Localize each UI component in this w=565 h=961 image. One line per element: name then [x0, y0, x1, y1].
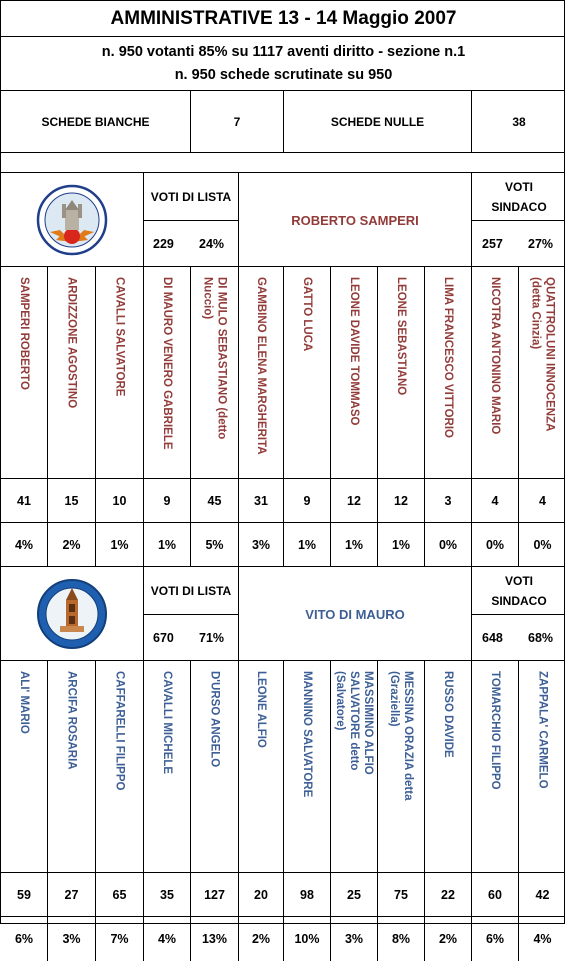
councillor-percent: 2% [438, 932, 458, 946]
councillor-name-cell [144, 661, 191, 872]
councillor-percent-cell [191, 523, 239, 567]
councillor-votes-cell [425, 479, 472, 522]
councillor-votes: 15 [64, 493, 79, 508]
councillor-percent: 0% [533, 538, 552, 552]
list-votes-percent: 24% [199, 237, 225, 251]
councillor-votes-cell [144, 479, 191, 522]
councillor-votes-cell [472, 873, 519, 916]
list-votes-values [144, 615, 238, 661]
councillor-votes: 41 [17, 493, 31, 508]
councillor-name: QUATTROLUNI INNOCENZA (detta Cinzia) [529, 277, 556, 432]
councillor-name: D'URSO ANGELO [208, 671, 221, 768]
councillor-votes: 4 [491, 493, 499, 508]
councillor-votes: 4 [539, 493, 546, 508]
councillor-votes: 75 [394, 887, 408, 902]
turnout-info [1, 37, 565, 91]
councillor-name-cell [519, 267, 565, 478]
councillor-name: MANNINO SALVATORE [301, 671, 313, 798]
councillor-names-row [1, 267, 565, 479]
councillor-name: SAMPERI ROBERTO [18, 277, 30, 390]
councillor-percent: 4% [157, 932, 177, 946]
councillor-name-cell [48, 267, 96, 478]
councillor-name-cell [1, 267, 48, 478]
councillor-votes-cell [331, 873, 378, 916]
councillor-votes: 20 [254, 887, 268, 902]
party-logo [1, 567, 144, 661]
councillor-percent: 3% [62, 932, 81, 946]
councillor-name-cell [472, 267, 519, 478]
church-sun-emblem-icon [36, 184, 108, 256]
list-votes-box [144, 173, 239, 267]
councillor-percent: 3% [344, 932, 364, 946]
list-votes-box [144, 567, 239, 661]
party-header [1, 173, 565, 267]
councillor-votes: 98 [300, 887, 314, 902]
councillor-name: ALI' MARIO [18, 671, 30, 734]
councillor-name-cell [1, 661, 48, 872]
councillor-names-row [1, 661, 565, 873]
mayor-candidate-name: VITO DI MAURO [239, 567, 472, 661]
councillor-votes-cell [378, 479, 425, 522]
councillor-votes: 12 [394, 493, 408, 508]
councillor-name: LEONE ALFIO [255, 671, 267, 748]
councillor-votes-cell [425, 873, 472, 916]
councillor-votes-cell [48, 873, 96, 916]
councillor-name: CAFFARELLI FILIPPO [113, 671, 126, 791]
blank-ballots-label: SCHEDE BIANCHE [1, 91, 191, 152]
councillor-votes-cell [378, 873, 425, 916]
councillor-name: NICOTRA ANTONINO MARIO [489, 277, 501, 435]
mayor-votes-percent: 68% [528, 631, 554, 645]
councillor-name-cell [239, 661, 284, 872]
councillor-percent: 2% [62, 538, 81, 552]
councillor-name: ARCIFA ROSARIA [65, 671, 78, 770]
councillor-name-cell [96, 661, 144, 872]
councillor-name-cell [239, 267, 284, 478]
mayor-votes-label-line2: SINDACO [491, 199, 547, 214]
councillor-name-cell [378, 267, 425, 478]
councillor-name: DI MULO SEBASTIANO (detto Nuccio) [201, 277, 228, 440]
null-ballots-label: SCHEDE NULLE [284, 91, 472, 152]
councillor-votes: 25 [347, 887, 361, 902]
councillor-name: DI MAURO VENERO GABRIELE [161, 277, 173, 450]
councillor-percent: 7% [110, 932, 129, 946]
councillor-name: GATTO LUCA [301, 277, 313, 352]
councillor-percent: 0% [438, 538, 458, 552]
councillor-percent: 13% [201, 932, 228, 946]
councillor-percent: 4% [533, 932, 552, 946]
councillor-percent: 0% [485, 538, 505, 552]
councillor-name-cell [191, 661, 239, 872]
list-votes-percent: 71% [199, 631, 225, 645]
list-votes-label: VOTI DI LISTA [144, 173, 238, 221]
councillor-name-cell [96, 267, 144, 478]
councillor-votes-cell [144, 873, 191, 916]
mayor-candidate-name: ROBERTO SAMPERI [239, 173, 472, 267]
councillor-name-cell [519, 661, 565, 872]
councillor-name: CAVALLI MICHELE [161, 671, 173, 775]
councillor-votes-cell [519, 873, 565, 916]
party-block [1, 567, 565, 961]
councillor-percent: 6% [14, 932, 34, 946]
councillor-percent-cell [96, 523, 144, 567]
councillor-votes: 60 [488, 887, 502, 902]
councillor-votes-cell [96, 873, 144, 916]
tower-emblem-icon [36, 578, 108, 650]
councillor-votes-cell [284, 479, 331, 522]
councillor-percent: 5% [205, 538, 224, 552]
councillor-name: RUSSO DAVIDE [442, 671, 454, 758]
councillor-name-cell [144, 267, 191, 478]
party-logo [1, 173, 144, 267]
councillor-votes: 12 [347, 493, 361, 508]
councillor-name-cell [191, 267, 239, 478]
mayor-votes-box [472, 567, 565, 661]
mayor-votes-values [472, 221, 565, 267]
councillor-percent: 6% [485, 932, 505, 946]
councillor-votes: 9 [303, 493, 311, 508]
mayor-votes-label-line1: VOTI [504, 179, 533, 194]
councillor-name: CAVALLI SALVATORE [113, 277, 126, 397]
councillor-votes-row [1, 479, 565, 523]
councillor-votes-cell [472, 479, 519, 522]
councillor-votes-row [1, 873, 565, 917]
scrutiny-line: n. 950 schede scrutinate su 950 [174, 66, 393, 83]
councillor-percent: 1% [110, 538, 129, 552]
councillor-votes-cell [96, 479, 144, 522]
councillor-votes-cell [1, 479, 48, 522]
councillor-percent: 4% [14, 538, 34, 552]
councillor-votes: 31 [254, 493, 268, 508]
councillor-votes-cell [1, 873, 48, 916]
councillor-votes: 42 [535, 887, 550, 902]
councillor-percent-cell [1, 523, 48, 567]
councillor-percent: 10% [294, 932, 320, 946]
councillor-percent-cell [239, 523, 284, 567]
councillor-votes: 45 [207, 493, 222, 508]
councillor-percent: 1% [391, 538, 411, 552]
councillor-votes-cell [284, 873, 331, 916]
councillor-name: LEONE DAVIDE TOMMASO [348, 277, 360, 426]
spacer-row [1, 153, 565, 173]
councillor-name: LIMA FRANCESCO VITTORIO [442, 277, 454, 438]
mayor-votes-label [472, 567, 565, 615]
councillor-percent-cell [378, 523, 425, 567]
councillor-percent: 2% [251, 932, 271, 946]
councillor-name: MESSINA ORAZIA detta (Graziella) [388, 671, 414, 801]
councillor-votes: 10 [112, 493, 127, 508]
councillor-name-cell [378, 661, 425, 872]
councillor-percent-cell [284, 523, 331, 567]
councillor-name: GAMBINO ELENA MARGHERITA [255, 277, 267, 455]
councillor-percent: 1% [157, 538, 177, 552]
councillor-votes: 22 [441, 887, 455, 902]
blank-ballots-value: 7 [191, 91, 284, 152]
list-votes-count: 229 [153, 237, 174, 251]
councillor-votes: 35 [160, 887, 174, 902]
councillor-percent-row [1, 523, 565, 567]
councillor-votes-cell [191, 873, 239, 916]
councillor-votes: 27 [64, 887, 79, 902]
mayor-votes-label-line2: SINDACO [491, 593, 547, 608]
councillor-percent: 1% [344, 538, 364, 552]
councillor-name-cell [425, 267, 472, 478]
mayor-votes-label-line1: VOTI [504, 573, 533, 588]
list-votes-count: 670 [153, 631, 174, 645]
councillor-votes-cell [48, 479, 96, 522]
party-header [1, 567, 565, 661]
councillor-name: LEONE SEBASTIANO [395, 277, 407, 396]
mayor-votes-percent: 27% [528, 237, 554, 251]
councillor-percent: 8% [391, 932, 411, 946]
councillor-percent: 3% [251, 538, 271, 552]
councillor-votes: 127 [204, 887, 225, 902]
mayor-votes-box [472, 173, 565, 267]
councillor-name-cell [284, 267, 331, 478]
mayor-votes-values [472, 615, 565, 661]
party-block [1, 173, 565, 567]
councillor-name: ARDIZZONE AGOSTINO [65, 277, 78, 409]
councillor-percent-cell [425, 523, 472, 567]
councillor-votes: 65 [112, 887, 127, 902]
councillor-votes: 3 [444, 493, 452, 508]
councillor-name-cell [331, 267, 378, 478]
councillor-percent: 1% [297, 538, 317, 552]
councillor-name-cell [284, 661, 331, 872]
councillor-percent-cell [48, 523, 96, 567]
list-votes-values [144, 221, 238, 267]
councillor-name-cell [425, 661, 472, 872]
mayor-votes-count: 257 [482, 237, 503, 251]
councillor-name-cell [331, 661, 378, 872]
councillor-votes-cell [239, 873, 284, 916]
councillor-name-cell [472, 661, 519, 872]
mayor-votes-label [472, 173, 565, 221]
councillor-votes: 59 [17, 887, 31, 902]
page-title: AMMINISTRATIVE 13 - 14 Maggio 2007 [1, 1, 565, 37]
councillor-name-cell [48, 661, 96, 872]
turnout-line: n. 950 votanti 85% su 1117 aventi diritto - sezione n.1 [101, 43, 466, 60]
mayor-votes-count: 648 [482, 631, 503, 645]
councillor-percent-cell [472, 523, 519, 567]
null-ballots-value: 38 [512, 114, 526, 129]
councillor-percent-cell [331, 523, 378, 567]
councillor-name: TOMARCHIO FILIPPO [489, 671, 501, 790]
councillor-name: MASSIMINO ALFIO SALVATORE detto (Salvatore) [334, 671, 374, 775]
list-votes-label: VOTI DI LISTA [144, 567, 238, 615]
councillor-percent-cell [144, 523, 191, 567]
councillor-percent-cell [519, 523, 565, 567]
ballots-summary [1, 91, 565, 153]
councillor-votes-cell [519, 479, 565, 522]
councillor-votes-cell [331, 479, 378, 522]
councillor-name: ZAPPALA' CARMELO [536, 671, 549, 789]
councillor-votes-cell [239, 479, 284, 522]
councillor-votes: 9 [163, 493, 171, 508]
councillor-votes-cell [191, 479, 239, 522]
